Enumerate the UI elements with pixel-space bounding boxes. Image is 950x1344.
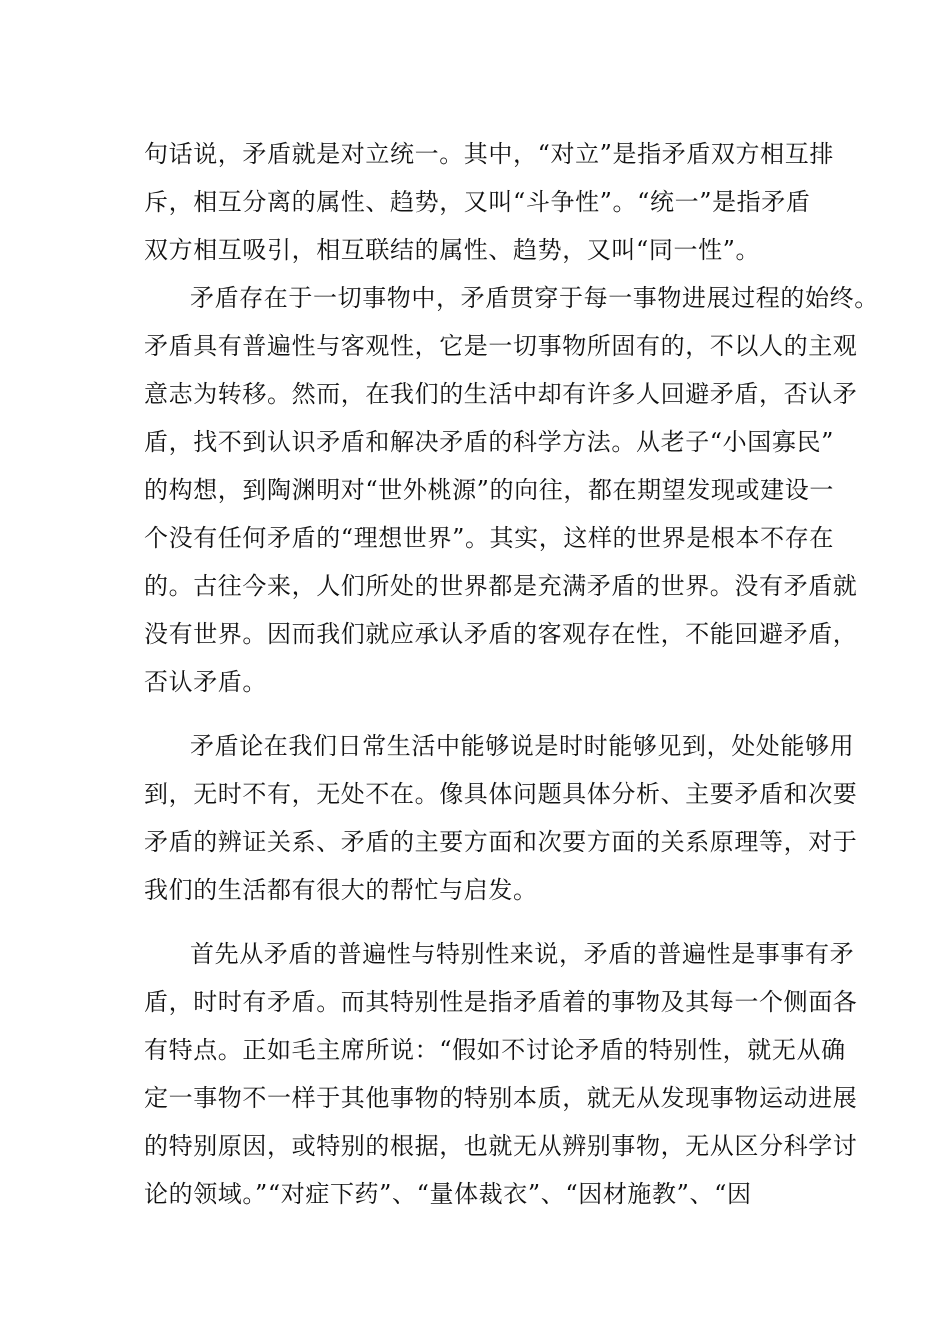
text-line: 的。古往今来，人们所处的世界都是充满矛盾的世界。没有矛盾就 (144, 572, 858, 600)
text-line: 句话说，矛盾就是对立统一。其中，“对立”是指矛盾双方相互排 (144, 140, 834, 168)
text-line: 矛盾论在我们日常生活中能够说是时时能够见到，处处能够用 (190, 732, 855, 760)
text-line: 论的领域。”“对症下药”、“量体裁衣”、“因材施教”、“因 (144, 1180, 752, 1208)
text-line: 意志为转移。然而，在我们的生活中却有许多人回避矛盾，否认矛 (144, 380, 858, 408)
text-line: 矛盾存在于一切事物中，矛盾贯穿于每一事物进展过程的始终。 (190, 284, 879, 312)
text-line: 首先从矛盾的普遍性与特别性来说，矛盾的普遍性是事事有矛 (190, 940, 855, 968)
text-line: 矛盾的辨证关系、矛盾的主要方面和次要方面的关系原理等，对于 (144, 828, 858, 856)
text-line: 斥，相互分离的属性、趋势，又叫“斗争性”。“统一”是指矛盾 (144, 188, 811, 216)
text-line: 矛盾具有普遍性与客观性，它是一切事物所固有的，不以人的主观 (144, 332, 858, 360)
text-line: 我们的生活都有很大的帮忙与启发。 (144, 876, 538, 904)
text-line: 个没有任何矛盾的“理想世界”。其实，这样的世界是根本不存在 (144, 524, 834, 552)
text-line: 双方相互吸引，相互联结的属性、趋势，又叫“同一性”。 (144, 236, 761, 264)
text-line: 盾，时时有矛盾。而其特别性是指矛盾着的事物及其每一个侧面各 (144, 988, 858, 1016)
text-line: 没有世界。因而我们就应承认矛盾的客观存在性，不能回避矛盾， (144, 620, 858, 648)
text-line: 定一事物不一样于其他事物的特别本质，就无从发现事物运动进展 (144, 1084, 858, 1112)
text-line: 到，无时不有，无处不在。像具体问题具体分析、主要矛盾和次要 (144, 780, 858, 808)
text-line: 的特别原因，或特别的根据，也就无从辨别事物，无从区分科学讨 (144, 1132, 858, 1160)
text-line: 有特点。正如毛主席所说：“假如不讨论矛盾的特别性，就无从确 (144, 1036, 846, 1064)
text-line: 的构想，到陶渊明对“世外桃源”的向往，都在期望发现或建设一 (144, 476, 834, 504)
text-line: 否认矛盾。 (144, 668, 267, 696)
text-line: 盾，找不到认识矛盾和解决矛盾的科学方法。从老子“小国寡民” (144, 428, 834, 456)
